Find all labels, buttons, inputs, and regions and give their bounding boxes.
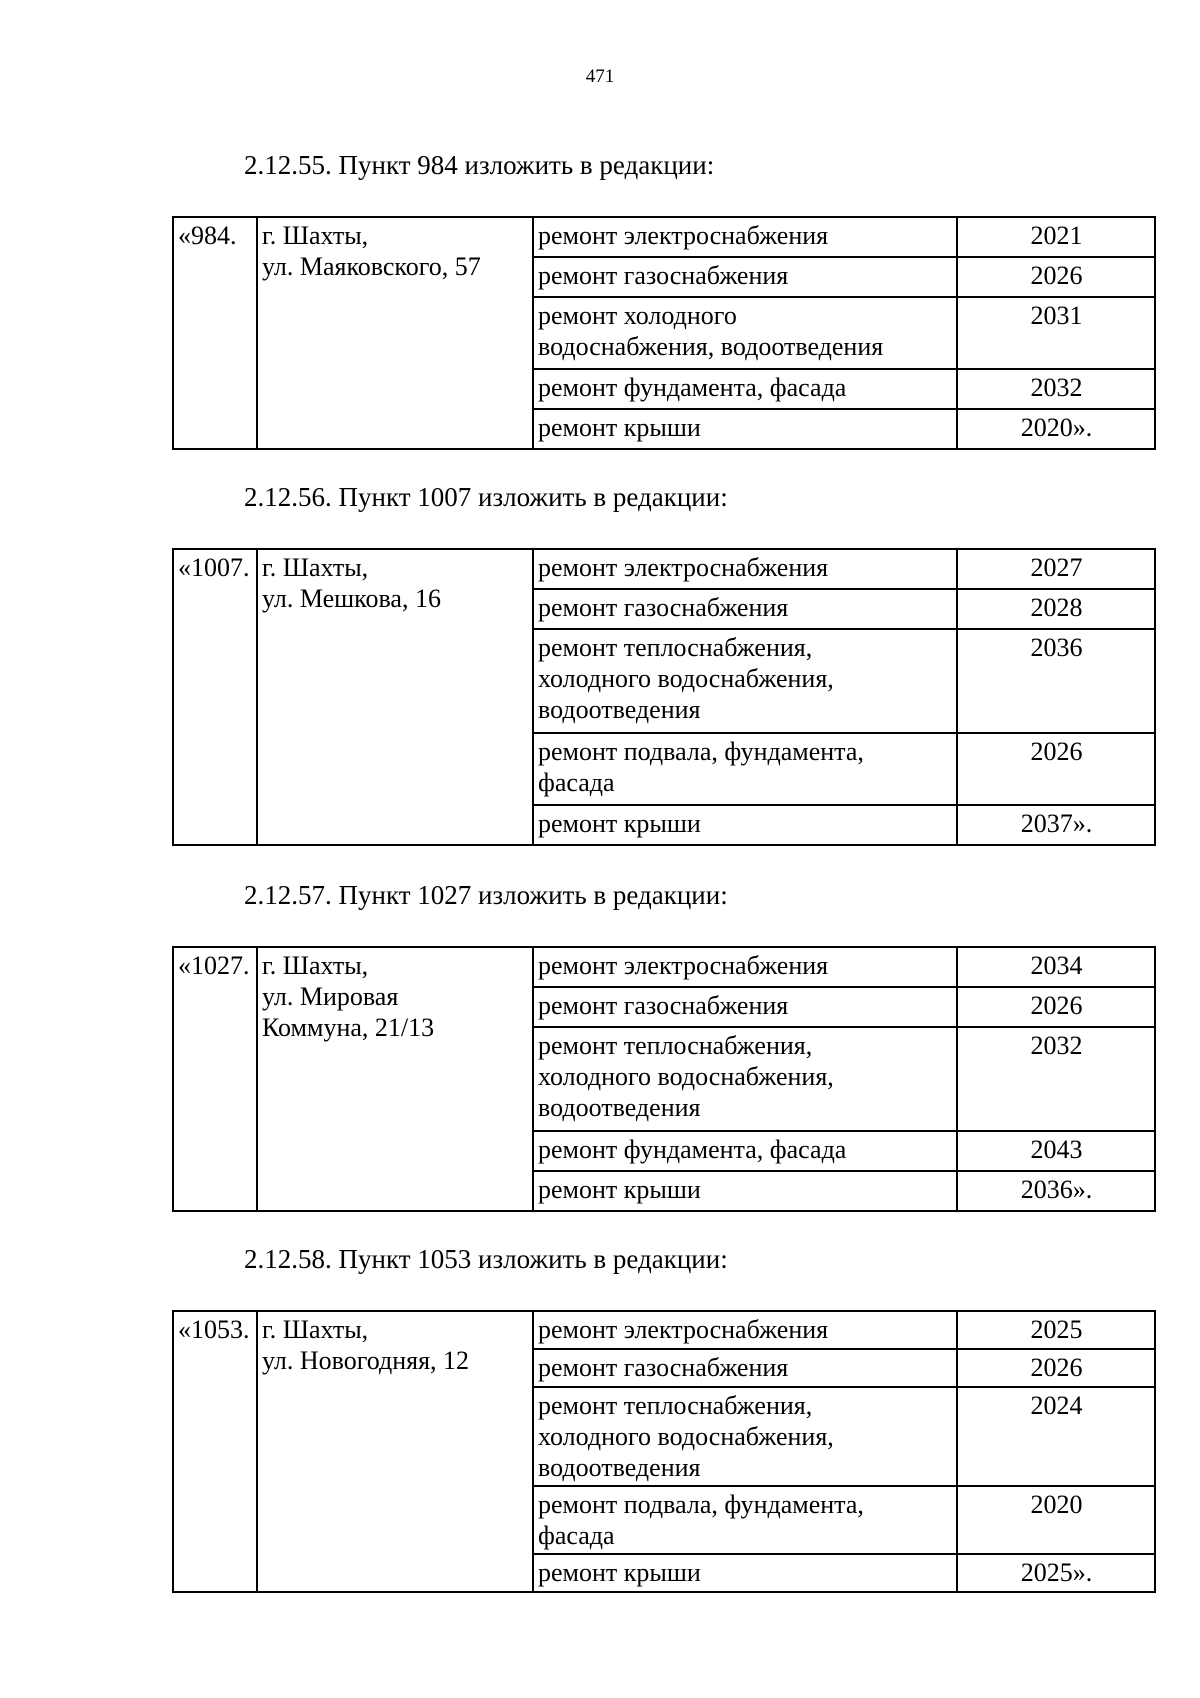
section-title: 2.12.56. Пункт 1007 изложить в редакции: — [244, 482, 728, 512]
table-row — [173, 1311, 1155, 1349]
work-type: ремонт теплоснабжения, холодного водоснабжения, водоотведения — [533, 1387, 957, 1486]
item-address: г. Шахты, ул. Маяковского, 57 — [257, 217, 533, 449]
work-type: ремонт крыши — [533, 1171, 957, 1211]
section-1053 — [172, 1244, 1154, 1593]
work-year: 2026 — [957, 987, 1155, 1027]
section-1007 — [172, 482, 1154, 846]
section-title: 2.12.58. Пункт 1053 изложить в редакции: — [244, 1244, 728, 1274]
work-type: ремонт крыши — [533, 409, 957, 449]
work-type: ремонт электроснабжения — [533, 1311, 957, 1349]
work-year: 2043 — [957, 1131, 1155, 1171]
work-type: ремонт подвала, фундамента, фасада — [533, 733, 957, 805]
work-year: 2036 — [957, 629, 1155, 733]
work-type: ремонт электроснабжения — [533, 947, 957, 987]
work-type: ремонт газоснабжения — [533, 257, 957, 297]
repair-table — [172, 1310, 1156, 1593]
work-year: 2027 — [957, 549, 1155, 589]
work-type: ремонт газоснабжения — [533, 1349, 957, 1387]
work-year: 2031 — [957, 297, 1155, 369]
repair-table — [172, 548, 1156, 846]
work-year: 2020». — [957, 409, 1155, 449]
work-year: 2032 — [957, 1027, 1155, 1131]
work-type: ремонт газоснабжения — [533, 589, 957, 629]
work-type: ремонт газоснабжения — [533, 987, 957, 1027]
item-number: «1027. — [173, 947, 257, 1211]
work-year: 2026 — [957, 257, 1155, 297]
work-type: ремонт фундамента, фасада — [533, 369, 957, 409]
work-year: 2028 — [957, 589, 1155, 629]
work-type: ремонт холодного водоснабжения, водоотведения — [533, 297, 957, 369]
work-type: ремонт электроснабжения — [533, 549, 957, 589]
section-title: 2.12.55. Пункт 984 изложить в редакции: — [244, 150, 715, 180]
item-number: «1007. — [173, 549, 257, 845]
repair-table — [172, 216, 1156, 450]
work-year: 2036». — [957, 1171, 1155, 1211]
repair-table — [172, 946, 1156, 1212]
section-title: 2.12.57. Пункт 1027 изложить в редакции: — [244, 880, 728, 910]
work-type: ремонт крыши — [533, 1554, 957, 1592]
section-1027 — [172, 880, 1154, 1212]
work-year: 2025 — [957, 1311, 1155, 1349]
work-year: 2034 — [957, 947, 1155, 987]
work-type: ремонт теплоснабжения, холодного водоснабжения, водоотведения — [533, 629, 957, 733]
work-year: 2026 — [957, 1349, 1155, 1387]
work-type: ремонт электроснабжения — [533, 217, 957, 257]
work-year: 2037». — [957, 805, 1155, 845]
work-year: 2025». — [957, 1554, 1155, 1592]
page-number: 471 — [585, 66, 615, 87]
work-type: ремонт теплоснабжения, холодного водоснабжения, водоотведения — [533, 1027, 957, 1131]
table-row — [173, 947, 1155, 987]
work-year: 2024 — [957, 1387, 1155, 1486]
table-row — [173, 217, 1155, 257]
item-address: г. Шахты, ул. Мешкова, 16 — [257, 549, 533, 845]
item-number: «984. — [173, 217, 257, 449]
item-number: «1053. — [173, 1311, 257, 1592]
item-address: г. Шахты, ул. Новогодняя, 12 — [257, 1311, 533, 1592]
work-year: 2032 — [957, 369, 1155, 409]
item-address: г. Шахты, ул. Мировая Коммуна, 21/13 — [257, 947, 533, 1211]
section-984 — [172, 150, 1154, 450]
work-type: ремонт крыши — [533, 805, 957, 845]
work-type: ремонт подвала, фундамента, фасада — [533, 1486, 957, 1554]
table-row — [173, 549, 1155, 589]
work-year: 2020 — [957, 1486, 1155, 1554]
work-year: 2021 — [957, 217, 1155, 257]
work-year: 2026 — [957, 733, 1155, 805]
work-type: ремонт фундамента, фасада — [533, 1131, 957, 1171]
